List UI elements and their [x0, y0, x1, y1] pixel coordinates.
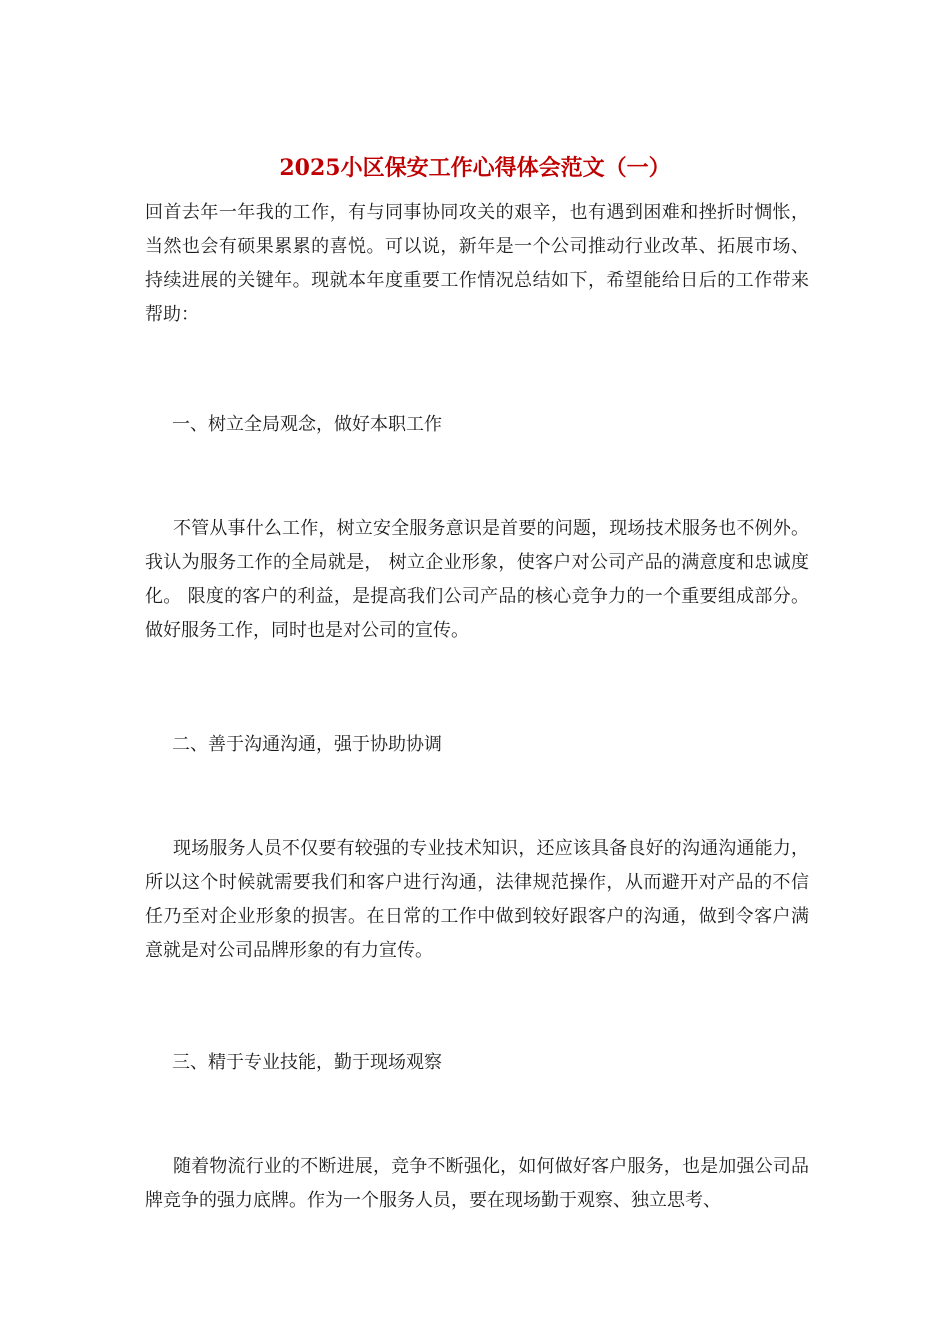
section-2-heading: 二、善于沟通沟通，强于协助协调 — [172, 734, 442, 755]
section-3-heading: 三、精于专业技能，勤于现场观察 — [172, 1052, 442, 1073]
section-1-heading: 一、树立全局观念，做好本职工作 — [172, 414, 442, 435]
document-title: 2025小区保安工作心得体会范文（一） — [279, 155, 671, 181]
section-3-body: 随着物流行业的不断进展，竞争不断强化，如何做好客户服务，也是加强公司品牌竞争的强力底牌。作为一个服务人员，要在现场勤于观察、独立思考、 — [145, 1156, 809, 1211]
section-1-body: 不管从事什么工作，树立安全服务意识是首要的问题，现场技术服务也不例外。我认为服务工作的全局就是， 树立企业形象，使客户对公司产品的满意度和忠诚度化。 限度的客户的利益，是提高我们公司产品的核心竞争力的一个重要组成部分。做好服务工作，同时也是对公司的宣传。 — [145, 518, 809, 641]
section-2-body: 现场服务人员不仅要有较强的专业技术知识，还应该具备良好的沟通沟通能力，所以这个时候就需要我们和客户进行沟通，法律规范操作，从而避开对产品的不信任乃至对企业形象的损害。在日常的工作中做到较好跟客户的沟通，做到令客户满意就是对公司品牌形象的有力宣传。 — [145, 838, 809, 961]
intro-paragraph: 回首去年一年我的工作，有与同事协同攻关的艰辛，也有遇到困难和挫折时惆怅，当然也会有硕果累累的喜悦。可以说，新年是一个公司推动行业改革、拓展市场、持续进展的关键年。现就本年度重要工作情况总结如下，希望能给日后的工作带来帮助： — [145, 202, 809, 325]
